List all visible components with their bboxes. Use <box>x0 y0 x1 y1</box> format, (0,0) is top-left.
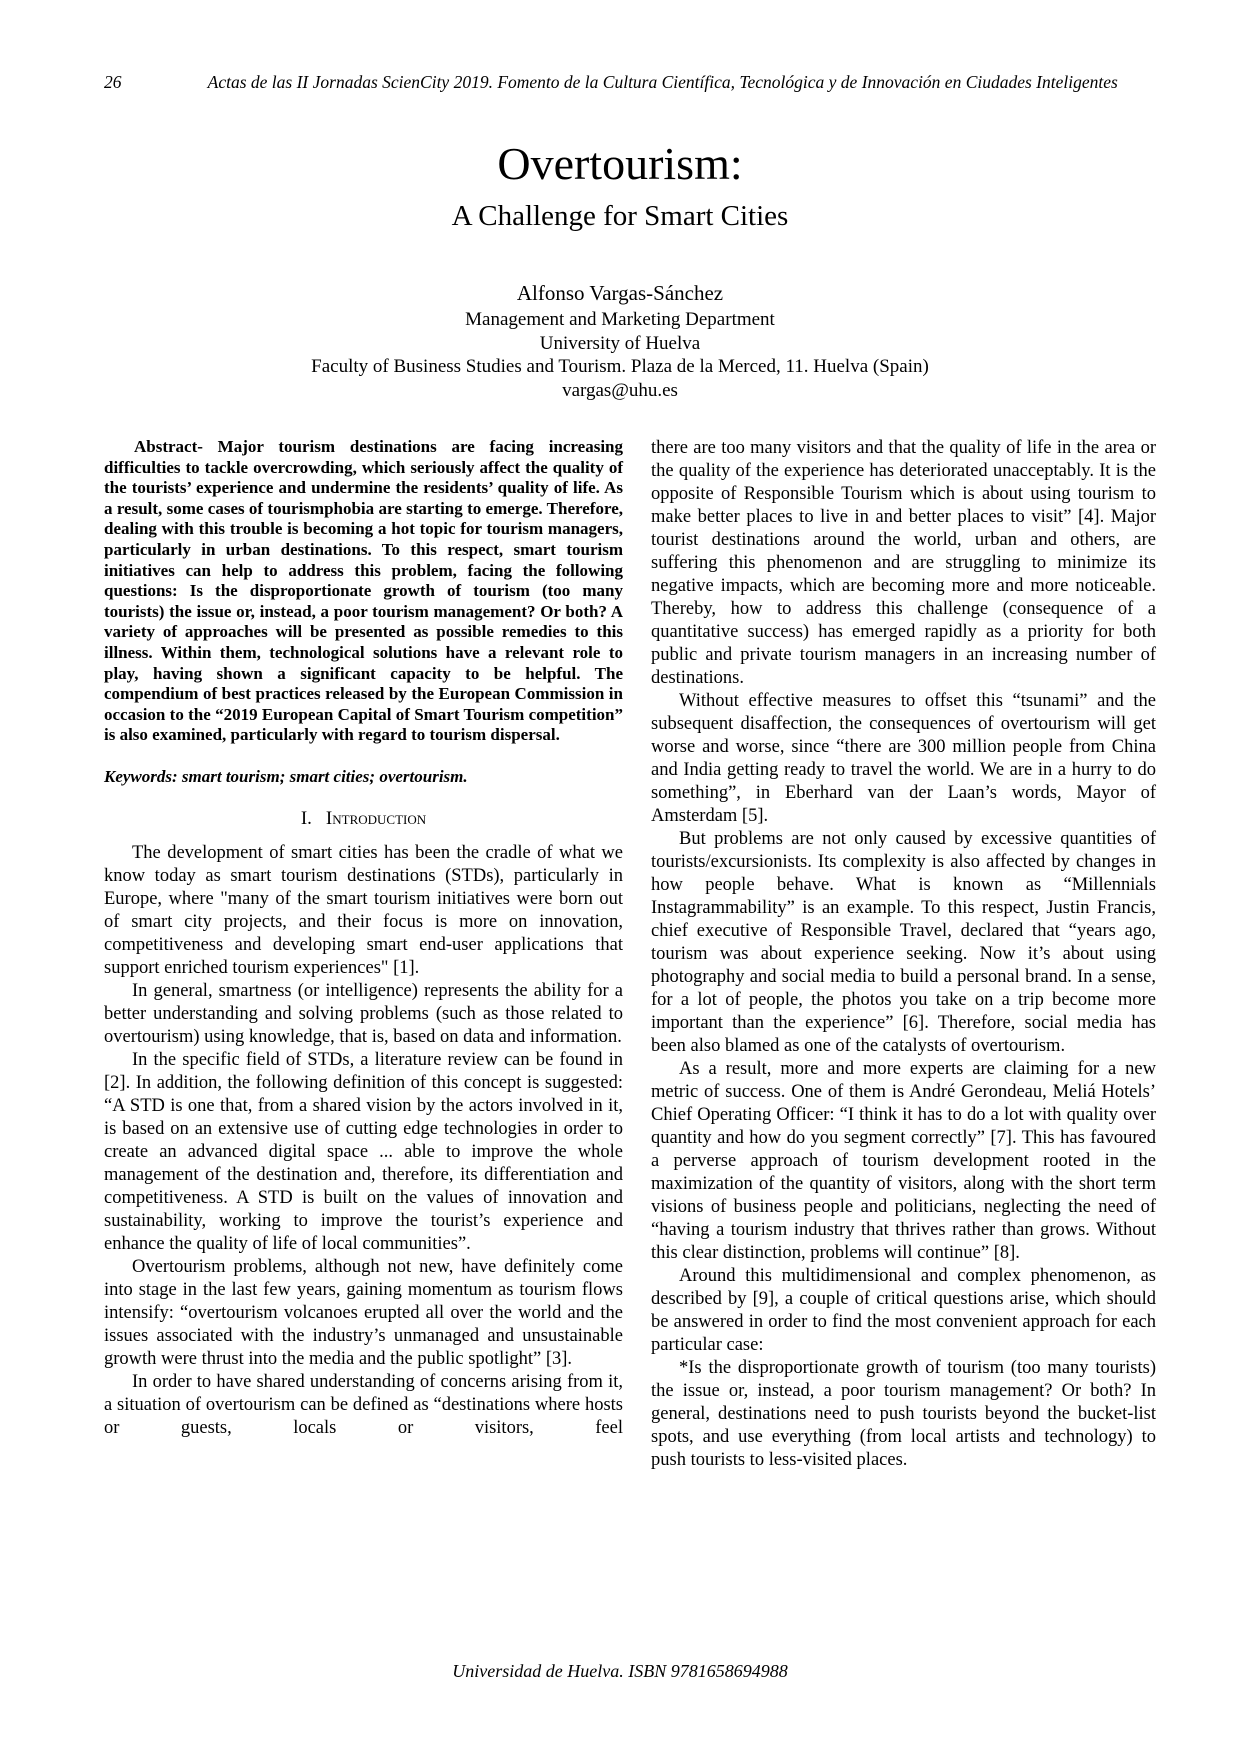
paragraph: In the specific field of STDs, a literature review can be found in [2]. In addition, the following definition of this concept is suggested: “A STD is one that, from a shared vision by the actors involved in it, is based on an extensive use of cutting edge technologies in order to create an advanced digital space ... able to improve the whole management of the destination and, therefore, its differentiation and competitiveness. A STD is built on the values of innovation and sustainability, working to improve the tourist’s experience and enhance the quality of life of local communities”. <box>104 1049 623 1254</box>
running-header-title: Actas de las II Jornadas ScienCity 2019. Fomento de la Cultura Científica, Tecnológica y de Innovación en Ciudades Inteligentes <box>207 72 1118 92</box>
keywords-line: Keywords: smart tourism; smart cities; overtourism. <box>104 766 468 786</box>
page-number: 26 <box>104 72 122 92</box>
running-footer: Universidad de Huelva. ISBN 9781658694988 <box>452 1661 788 1681</box>
section-title: Introduction <box>325 807 427 829</box>
paragraph: In general, smartness (or intelligence) represents the ability for a better understanding and solving problems (such as those related to overtourism) using knowledge, that is, based on data and information. <box>104 980 623 1047</box>
paragraph: Around this multidimensional and complex phenomenon, as described by [9], a couple of critical questions arise, which should be answered in order to find the most convenient approach for each particular case: <box>651 1266 1156 1355</box>
body-columns <box>104 437 1156 1472</box>
paragraph: there are too many visitors and that the quality of life in the area or the quality of the experience has deteriorated unacceptably. It is the opposite of Responsible Tourism which is about using tourism to make better places to live in and better places to visit” [4]. Major tourist destinations around the world, urban and others, are suffering this phenomenon and are struggling to minimize its negative impacts, which are becoming more and more noticeable. Thereby, how to address this challenge (consequence of a quantitative success) has emerged rapidly as a priority for both public and private tourism managers in an increasing number of destinations. <box>651 438 1156 688</box>
section-number: I. <box>300 807 312 829</box>
author-department: Management and Marketing Department <box>465 309 775 330</box>
author-address: Faculty of Business Studies and Tourism. Plaza de la Merced, 11. Huelva (Spain) <box>311 356 929 377</box>
paragraph: The development of smart cities has been the cradle of what we know today as smart tourism destinations (STDs), particularly in Europe, where "many of the smart tourism initiatives were born out of smart city projects, and their focus is more on innovation, competitiveness and developing smart end-user applications that support enriched tourism experiences" [1]. <box>104 842 623 978</box>
left-column <box>104 437 623 1472</box>
author-name: Alfonso Vargas-Sánchez <box>516 281 724 305</box>
paper-subtitle: A Challenge for Smart Cities <box>451 200 789 232</box>
paragraph: Without effective measures to offset this “tsunami” and the subsequent disaffection, the consequences of overtourism will get worse and worse, since “there are 300 million people from China and India getting ready to travel the world. We are in a hurry to do something”, in Eberhard van der Laan’s words, Mayor of Amsterdam [5]. <box>651 691 1156 826</box>
paragraph: Overtourism problems, although not new, have definitely come into stage in the last few years, gaining momentum as tourism flows intensify: “overtourism volcanoes erupted all over the world and the issues associated with the industry’s unmanaged and unsustainable growth were thrust into the media and the public spotlight” [3]. <box>104 1256 623 1369</box>
abstract-paragraph: Abstract- Major tourism destinations are facing increasing difficulties to tackle overcrowding, which seriously affect the quality of the tourists’ experience and undermine the residents’ quality of life. As a result, some cases of tourismphobia are starting to emerge. Therefore, dealing with this trouble is becoming a hot topic for tourism managers, particularly in urban destinations. To this respect, smart tourism initiatives can help to address this problem, facing the following questions: Is the disproportionate growth of tourism (too many tourists) the issue or, instead, a poor tourism management? Or both? A variety of approaches will be presented as possible remedies to this illness. Within them, technological solutions have a relevant role to play, having shown a significant capacity to be helpful. The compendium of best practices released by the European Commission in occasion to the “2019 European Capital of Smart Tourism competition” is also examined, particularly with regard to tourism dispersal. <box>104 437 623 745</box>
author-block <box>0 278 1240 402</box>
paragraph: As a result, more and more experts are claiming for a new metric of success. One of them is André Gerondeau, Meliá Hotels’ Chief Operating Officer: “I think it has to do a lot with quality over quantity and how do you segment correctly” [7]. This has favoured a perverse approach of tourism development rooted in the maximization of the quantity of visitors, along with the short term visions of business people and politicians, neglecting the need of “having a tourism industry that thrives rather than grows. Without this clear distinction, problems will continue” [8]. <box>651 1059 1156 1263</box>
paragraph: In order to have shared understanding of concerns arising from it, a situation of overtourism can be defined as “destinations where hosts or guests, locals or visitors, feel <box>104 1371 623 1438</box>
author-university: University of Huelva <box>539 332 701 354</box>
author-email: vargas@uhu.es <box>562 379 678 401</box>
section-heading-introduction <box>104 807 623 830</box>
right-column <box>651 437 1156 1472</box>
paper-title: Overtourism: <box>497 138 743 189</box>
running-header <box>104 72 1156 93</box>
paragraph: *Is the disproportionate growth of tourism (too many tourists) the issue or, instead, a poor tourism management? Or both? In general, destinations need to push tourists beyond the bucket-list spots, and use everything (from local artists and technology) to push tourists to less-visited places. <box>651 1358 1156 1470</box>
paragraph: But problems are not only caused by excessive quantities of tourists/excursionists. Its complexity is also affected by changes in how people behave. What is known as “Millennials Instagrammability” is an example. To this respect, Justin Francis, chief executive of Responsible Travel, declared that “years ago, tourism was about experience seeking. Now it’s about using photography and social media to build a personal brand. In a sense, for a lot of people, the photos you take on a trip become more important than the experience” [6]. Therefore, social media has been also blamed as one of the catalysts of overtourism. <box>651 829 1156 1056</box>
